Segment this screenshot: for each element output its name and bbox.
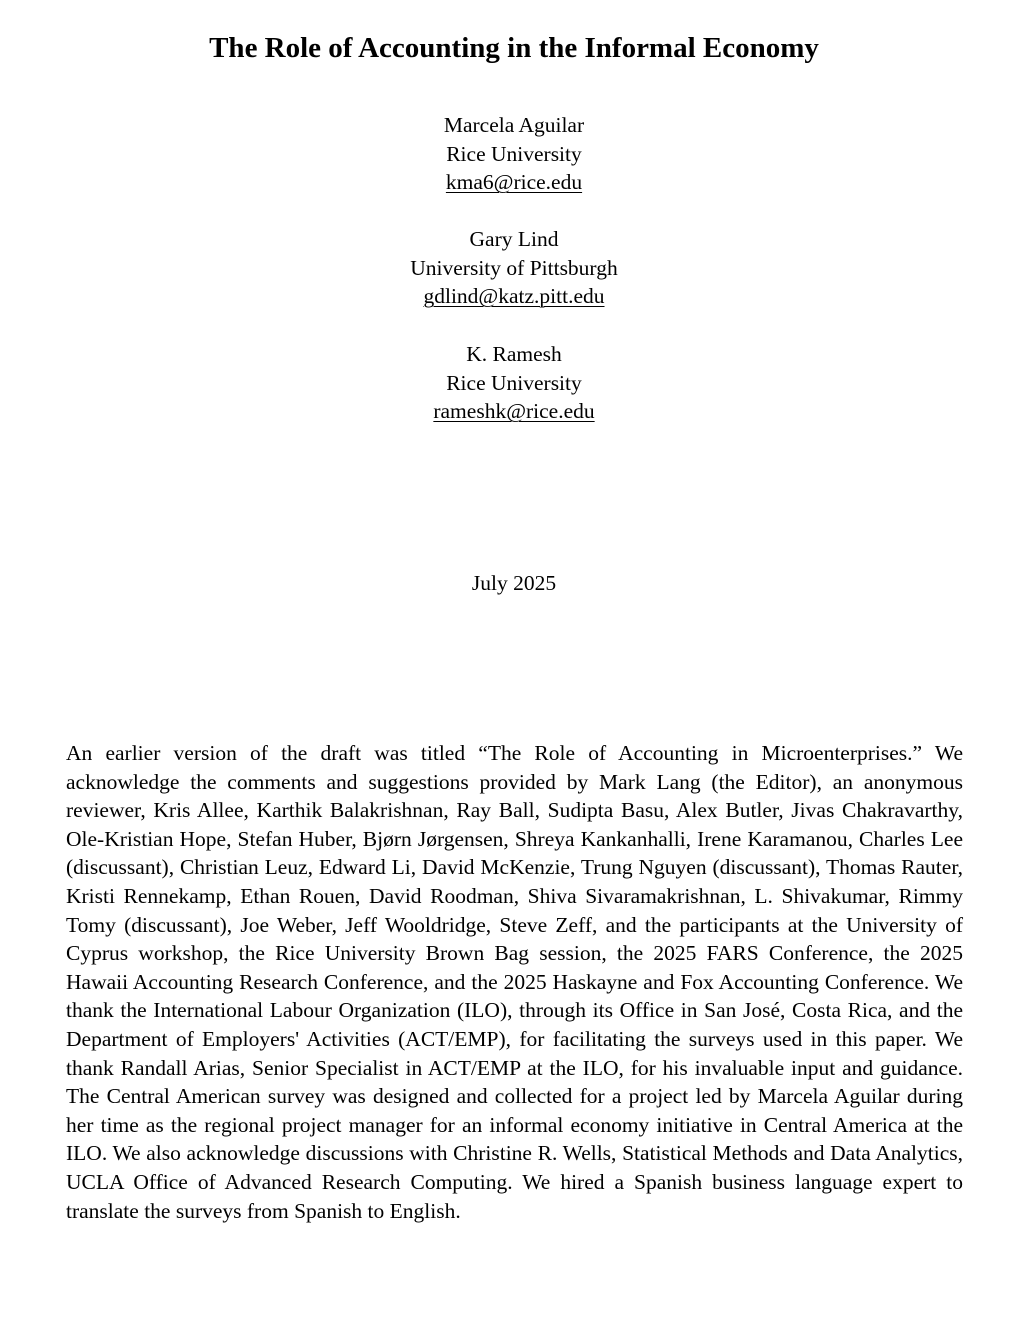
author-block-3 xyxy=(0,340,1020,426)
author-name: K. Ramesh xyxy=(466,342,562,366)
author-name: Marcela Aguilar xyxy=(443,113,585,137)
author-block-1 xyxy=(0,111,1020,197)
author-email-link[interactable]: gdlind@katz.pitt.edu xyxy=(423,284,605,309)
author-affiliation: University of Pittsburgh xyxy=(410,255,618,280)
acknowledgement-paragraph: An earlier version of the draft was titled “The Role of Accounting in Microenterprises.” We acknowledge the comments and suggestions provided by Mark Lang (the Editor), an anonymous reviewer, Kris Allee, Karthik Balakrishnan, Ray Ball, Sudipta Basu, Alex Butler, Jivas Chakravarthy, Ole-Kristian Hope, Stefan Huber, Bjørn Jørgensen, Shreya Kankanhalli, Irene Karamanou, Charles Lee (discussant), Christian Leuz, Edward Li, David McKenzie, Trung Nguyen (discussant), Thomas Rauter, Kristi Rennekamp, Ethan Rouen, David Roodman, Shiva Sivaramakrishnan, L. Shivakumar, Rimmy Tomy (discussant), Joe Weber, Jeff Wooldridge, Steve Zeff, and the participants at the University of Cyprus workshop, the Rice University Brown Bag session, the 2025 FARS Conference, the 2025 Hawaii Accounting Research Conference, and the 2025 Haskayne and Fox Accounting Conference. We thank the International Labour Organization (ILO), through its Office in San José, Costa Rica, and the Department of Employers' Activities (ACT/EMP), for facilitating the surveys used in this paper. We thank Randall Arias, Senior Specialist in ACT/EMP at the ILO, for his invaluable input and guidance. The Central American survey was designed and collected for a project led by Marcela Aguilar during her time as the regional project manager for an informal economy initiative in Central America at the ILO. We also acknowledge discussions with Christine R. Wells, Statistical Methods and Data Analytics, UCLA Office of Advanced Research Computing. We hired a Spanish business language expert to translate the surveys from Spanish to English. xyxy=(66,741,963,1223)
paper-title: The Role of Accounting in the Informal Economy xyxy=(209,32,819,64)
author-email-link[interactable]: kma6@rice.edu xyxy=(445,170,583,195)
author-email-link[interactable]: rameshk@rice.edu xyxy=(433,399,595,424)
author-name: Gary Lind xyxy=(469,227,559,251)
author-block-2 xyxy=(0,225,1020,311)
author-affiliation: Rice University xyxy=(446,370,582,395)
author-affiliation: Rice University xyxy=(446,141,582,166)
publication-date: July 2025 xyxy=(471,571,557,595)
